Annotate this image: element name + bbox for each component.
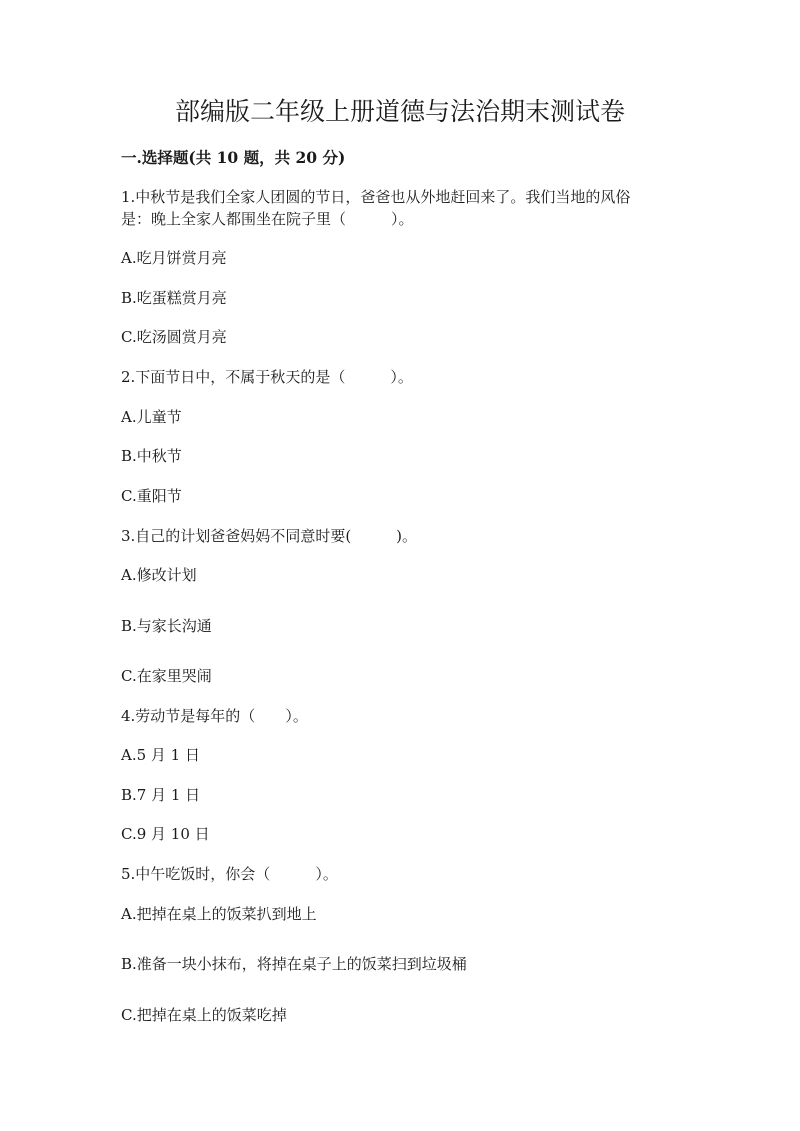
question-3-stem: 3.自己的计划爸爸妈妈不同意时要( )。 <box>121 527 418 545</box>
question-1-option-b: B.吃蛋糕赏月亮 <box>121 289 227 307</box>
question-5-stem: 5.中午吃饭时，你会（ ）。 <box>121 865 338 883</box>
question-1-stem-line-2: 是：晚上全家人都围坐在院子里（ ）。 <box>121 210 414 228</box>
question-4-stem: 4.劳动节是每年的（ ）。 <box>121 707 308 725</box>
question-5-option-c: C.把掉在桌上的饭菜吃掉 <box>121 1006 287 1024</box>
question-2-stem: 2.下面节日中，不属于秋天的是（ ）。 <box>121 368 413 386</box>
question-1-option-a: A.吃月饼赏月亮 <box>121 249 227 267</box>
question-4-option-b: B.7 月 1 日 <box>121 786 201 804</box>
question-4-option-c: C.9 月 10 日 <box>121 825 210 843</box>
exam-title: 部编版二年级上册道德与法治期末测试卷 <box>174 97 625 126</box>
question-5-option-a: A.把掉在桌上的饭菜扒到地上 <box>121 905 317 923</box>
question-2-option-a: A.儿童节 <box>121 408 182 426</box>
question-3-option-c: C.在家里哭闹 <box>121 667 212 685</box>
question-1-option-c: C.吃汤圆赏月亮 <box>121 328 227 346</box>
section-heading: 一.选择题(共 10 题，共 20 分) <box>121 148 346 167</box>
question-4-option-a: A.5 月 1 日 <box>121 746 200 764</box>
question-3-option-b: B.与家长沟通 <box>121 617 212 635</box>
question-3-option-a: A.修改计划 <box>121 566 197 584</box>
question-2-option-c: C.重阳节 <box>121 487 182 505</box>
question-5-option-b: B.准备一块小抹布，将掉在桌子上的饭菜扫到垃圾桶 <box>121 955 467 973</box>
question-1-stem-line-1: 1.中秋节是我们全家人团圆的节日，爸爸也从外地赶回来了。我们当地的风俗 <box>121 188 631 206</box>
question-2-option-b: B.中秋节 <box>121 447 182 465</box>
